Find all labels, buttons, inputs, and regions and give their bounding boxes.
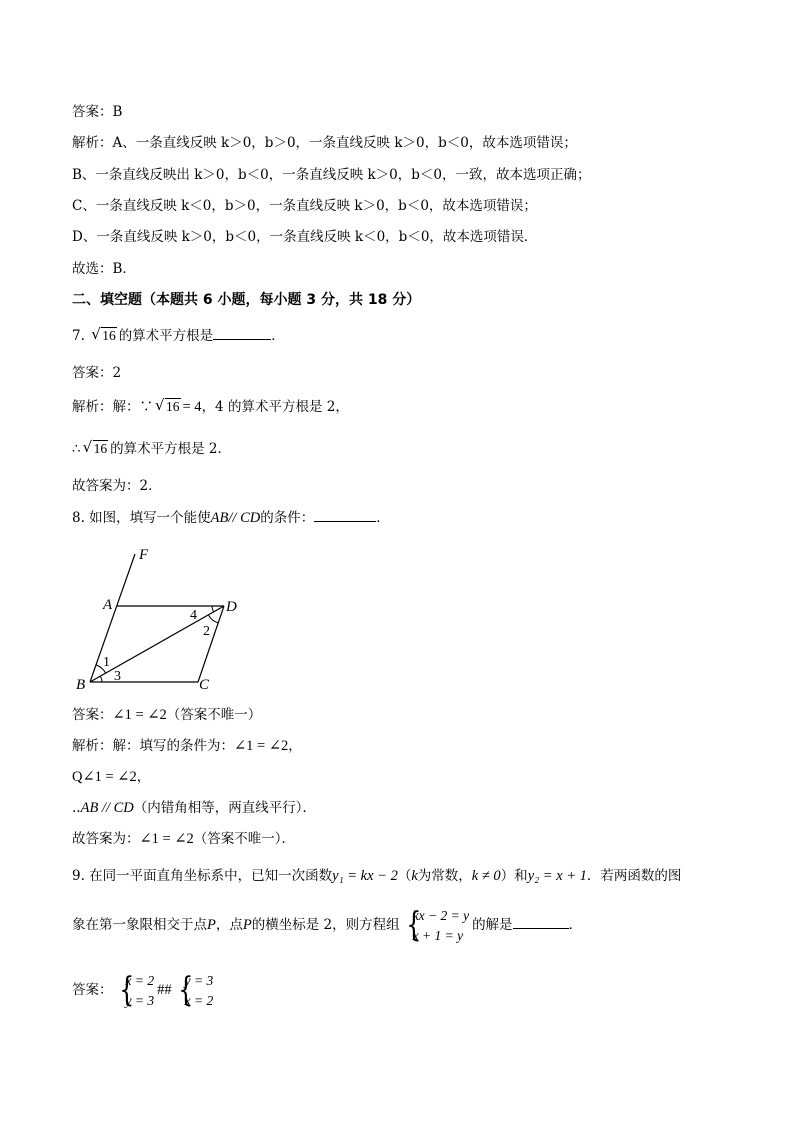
q8-stem-prefix: 8. 如图，填写一个能使: [72, 510, 211, 526]
q8-stem: [72, 508, 390, 527]
label-angle-2: 2: [203, 624, 210, 639]
q8-conc-suffix: （内错角相等，两直线平行）．: [133, 800, 317, 816]
system-row-2: x + 1 = y: [412, 927, 464, 943]
q8-q-line: [72, 768, 150, 786]
q9-point-p-2: P: [242, 917, 252, 933]
equation-system: { kx − 2 = y x + 1 = y: [405, 904, 470, 945]
q9-text-2d: 的解是: [472, 917, 513, 933]
diagonal-bd: [90, 606, 224, 682]
q9-y1: y₁ = kx − 2: [332, 868, 398, 884]
answer-1-row-2: y = 3: [125, 992, 155, 1008]
radicand: 16: [93, 441, 108, 456]
sqrt-expression: √ 16: [82, 438, 108, 456]
q9-line-2: [72, 904, 582, 946]
q8-final: [72, 830, 295, 848]
radicand: 16: [166, 399, 180, 414]
q8-final-prefix: 故答案为：: [72, 831, 140, 847]
q8-stem-suffix: 的条件：: [260, 510, 315, 526]
q8-q-line-math: Q∠1 = ∠2: [72, 769, 137, 785]
angle-arc-3: [100, 676, 102, 682]
sqrt-expression: √ 16: [155, 396, 180, 414]
q9-text-2c: 的横坐标是 2，则方程组: [251, 917, 400, 933]
therefore-symbol: ∴: [72, 441, 81, 457]
answer-1-row-1: x = 2: [125, 972, 155, 988]
q7-number: 7.: [72, 328, 85, 344]
q9-k: k: [411, 868, 418, 884]
q9-text-2b: ，点: [215, 917, 243, 933]
answer-system-1: { x = 2 y = 3: [118, 969, 155, 1010]
q8-final-suffix: （答案不唯一）．: [193, 831, 295, 847]
q8-conclusion-line: [72, 799, 316, 817]
q7-therefore-suffix: 的算术平方根是 2．: [110, 441, 231, 457]
answer-blank: [314, 508, 376, 522]
ray-bf: [90, 554, 135, 682]
label-f: F: [139, 547, 149, 563]
label-angle-3: 3: [114, 669, 121, 684]
q9-end: ．: [568, 917, 583, 933]
q6-conclusion: 故选：B．: [72, 261, 136, 277]
q6-answer: 答案：B: [72, 104, 123, 120]
q7-answer: 答案：2: [72, 365, 122, 381]
label-b: B: [76, 677, 86, 693]
q7-stem-text: 的算术平方根是: [118, 328, 214, 344]
q9-line-1: [72, 867, 681, 885]
sqrt-expression: √ 16: [91, 325, 116, 343]
q7-analysis-eq: = 4: [182, 399, 202, 415]
q8-final-math: ∠1 = ∠2: [139, 831, 194, 847]
label-d: D: [226, 599, 237, 615]
q9-y2: y₂ = x + 1: [527, 868, 587, 884]
q8-analysis-end: ，: [288, 738, 302, 754]
label-c: C: [199, 677, 210, 693]
q8-answer: [72, 706, 261, 724]
q9-answer: [72, 968, 216, 1012]
parallelogram-figure: [72, 542, 252, 694]
answer-blank: [513, 915, 569, 929]
q9-text-e: ．若两函数的图: [586, 868, 682, 884]
label-a: A: [103, 597, 113, 613]
segment-dc: [198, 606, 224, 682]
q8-answer-prefix: 答案：: [72, 707, 113, 723]
answer-separator: ##: [157, 982, 172, 998]
q6-analysis-a: 解析：A、一条直线反映 k＞0，b＞0，一条直线反映 k＞0，b＜0，故本选项错误；: [72, 135, 577, 151]
q7-therefore: [72, 440, 231, 458]
q8-stem-math: AB// CD: [210, 510, 261, 526]
q9-text-2a: 象在第一象限相交于点: [72, 917, 207, 933]
label-angle-4: 4: [190, 608, 197, 623]
q7-end: ．: [271, 328, 285, 344]
radicand: 16: [102, 328, 116, 343]
q9-k-cond: k ≠ 0: [471, 868, 501, 884]
q6-analysis-d: D、一条直线反映 k＞0，b＜0，一条直线反映 k＜0，b＜0，故本选项错误．: [72, 229, 538, 245]
q6-analysis-b: B、一条直线反映出 k＞0，b＜0，一条直线反映 k＞0，b＜0，一致，故本选项正确；: [72, 167, 591, 183]
q9-point-p: P: [207, 917, 216, 933]
angle-arc-2: [208, 615, 218, 623]
q7-conclusion: 故答案为：2．: [72, 478, 162, 494]
q9-answer-prefix: 答案：: [72, 982, 113, 998]
q8-answer-math: ∠1 = ∠2: [112, 707, 167, 723]
q7-analysis-suffix: ，4 的算术平方根是 2，: [201, 399, 349, 415]
q9-text-c: 为常数，: [417, 868, 472, 884]
q9-text-b: （: [397, 868, 412, 884]
answer-2-row-1: y = 3: [184, 972, 214, 988]
section-heading: 二、填空题（本题共 6 小题，每小题 3 分，共 18 分）: [72, 292, 421, 308]
q7-stem: [72, 326, 285, 345]
q7-analysis: [72, 398, 349, 416]
q9-text-a: 9. 在同一平面直角坐标系中，已知一次函数: [72, 868, 333, 884]
angle-arc-4: [212, 606, 214, 612]
q9-text-d: ）和: [500, 868, 528, 884]
answer-2-row-2: x = 2: [184, 992, 214, 1008]
label-angle-1: 1: [103, 655, 110, 670]
q6-analysis-c: C、一条直线反映 k＜0，b＞0，一条直线反映 k＞0，b＜0，故本选项错误；: [72, 198, 537, 214]
q7-analysis-prefix: 解析：解：∵: [72, 399, 153, 415]
q8-analysis-prefix: 解析：解：填写的条件为：: [72, 738, 234, 754]
q8-analysis: [72, 737, 302, 755]
q8-conc-math: AB // CD: [80, 800, 134, 816]
q8-end: ．: [376, 510, 390, 526]
system-row-1: kx − 2 = y: [412, 907, 470, 923]
q8-q-line-end: ，: [136, 769, 151, 785]
q8-analysis-math: ∠1 = ∠2: [234, 738, 289, 754]
answer-system-2: { y = 3 x = 2: [177, 969, 214, 1010]
q8-answer-note: （答案不唯一）: [166, 707, 262, 723]
q8-conc-prefix: ..: [72, 800, 81, 816]
answer-blank: [213, 326, 271, 340]
